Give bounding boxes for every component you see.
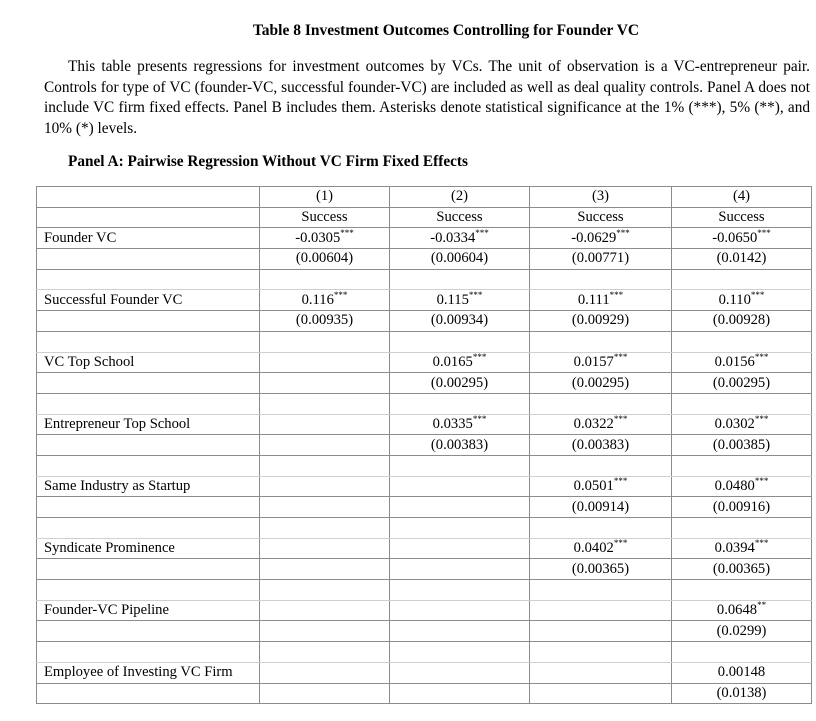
coef-cell bbox=[672, 662, 812, 683]
se-cell bbox=[260, 559, 390, 580]
spacer-cell bbox=[390, 518, 530, 539]
se-label-blank bbox=[37, 559, 260, 580]
row-label bbox=[37, 600, 260, 621]
se-label-blank bbox=[37, 311, 260, 332]
standard-error: (0.00295) bbox=[571, 374, 630, 391]
coef-cell bbox=[260, 538, 390, 559]
se-cell bbox=[390, 559, 530, 580]
standard-error: (0.00365) bbox=[571, 560, 630, 577]
coefficient: 0.0648 bbox=[716, 602, 758, 619]
coef-row bbox=[37, 414, 812, 435]
spacer-row bbox=[37, 518, 812, 539]
spacer-row bbox=[37, 642, 812, 663]
significance-stars: *** bbox=[609, 289, 624, 300]
header-blank bbox=[37, 207, 260, 228]
spacer-cell bbox=[672, 455, 812, 476]
coef-cell bbox=[530, 414, 672, 435]
coef-cell bbox=[260, 228, 390, 249]
se-label-blank bbox=[37, 497, 260, 518]
se-cell bbox=[530, 373, 672, 394]
spacer-cell bbox=[37, 455, 260, 476]
variable-name: VC Top School bbox=[44, 353, 135, 370]
coef-cell bbox=[390, 228, 530, 249]
coef-cell bbox=[530, 600, 672, 621]
coef-cell bbox=[530, 228, 672, 249]
se-row bbox=[37, 311, 812, 332]
standard-error: (0.00295) bbox=[712, 374, 771, 391]
coef-cell bbox=[530, 476, 672, 497]
significance-stars: *** bbox=[757, 227, 771, 238]
coef-cell bbox=[530, 352, 672, 373]
column-depvar-row bbox=[37, 207, 812, 228]
spacer-cell bbox=[37, 642, 260, 663]
variable-name: Syndicate Prominence bbox=[44, 540, 175, 557]
table-description: This table presents regressions for investment outcomes by VCs. The unit of observation is a VC-entrepreneur pair. Controls for type of VC (founder-VC, successful founder-VC) are included as well as deal quality controls. Panel A does not include VC firm fixed effects. Panel B includes them. Asterisks denote statistical significance at the 1% (***), 5% (**), and 10% (*) levels. bbox=[44, 58, 810, 137]
spacer-cell bbox=[37, 580, 260, 601]
significance-stars: *** bbox=[750, 289, 765, 300]
row-label bbox=[37, 228, 260, 249]
significance-stars: *** bbox=[754, 352, 769, 362]
spacer-cell bbox=[37, 393, 260, 414]
spacer-cell bbox=[260, 331, 390, 352]
row-label bbox=[37, 476, 260, 497]
spacer-cell bbox=[260, 393, 390, 414]
standard-error: (0.00604) bbox=[430, 250, 489, 267]
spacer-cell bbox=[672, 642, 812, 663]
coefficient: 0.0501 bbox=[573, 477, 614, 494]
coefficient: 0.0165 bbox=[432, 353, 473, 370]
coef-cell bbox=[530, 290, 672, 311]
coef-cell bbox=[672, 476, 812, 497]
column-number: (3) bbox=[591, 188, 610, 205]
column-number-cell bbox=[672, 187, 812, 208]
coef-cell bbox=[390, 414, 530, 435]
se-cell bbox=[672, 559, 812, 580]
coef-row bbox=[37, 538, 812, 559]
coef-cell bbox=[260, 476, 390, 497]
coef-cell bbox=[390, 352, 530, 373]
standard-error: (0.00928) bbox=[712, 312, 771, 329]
spacer-cell bbox=[390, 580, 530, 601]
coefficient: 0.110 bbox=[718, 291, 751, 308]
column-depvar: Success bbox=[577, 209, 624, 226]
se-cell bbox=[260, 621, 390, 642]
significance-stars: *** bbox=[613, 414, 628, 424]
standard-error: (0.00383) bbox=[571, 436, 630, 453]
standard-error: (0.00934) bbox=[430, 312, 489, 329]
coef-row bbox=[37, 352, 812, 373]
column-number: (4) bbox=[732, 188, 751, 205]
spacer-cell bbox=[260, 642, 390, 663]
se-cell bbox=[260, 497, 390, 518]
coef-cell bbox=[390, 290, 530, 311]
se-cell bbox=[390, 497, 530, 518]
regression-table-body bbox=[37, 187, 812, 704]
column-number-cell bbox=[260, 187, 390, 208]
se-cell bbox=[390, 249, 530, 270]
coef-cell bbox=[390, 662, 530, 683]
spacer-cell bbox=[530, 580, 672, 601]
column-number-row bbox=[37, 187, 812, 208]
spacer-cell bbox=[390, 269, 530, 290]
se-cell bbox=[260, 435, 390, 456]
spacer-cell bbox=[530, 269, 672, 290]
se-cell bbox=[390, 311, 530, 332]
column-depvar: Success bbox=[301, 209, 348, 226]
column-number: (1) bbox=[315, 188, 334, 205]
se-cell bbox=[530, 435, 672, 456]
spacer-cell bbox=[530, 393, 672, 414]
se-cell bbox=[390, 435, 530, 456]
coef-cell bbox=[260, 600, 390, 621]
spacer-row bbox=[37, 580, 812, 601]
spacer-cell bbox=[390, 455, 530, 476]
coef-cell bbox=[672, 228, 812, 249]
se-label-blank bbox=[37, 621, 260, 642]
column-depvar: Success bbox=[718, 209, 765, 226]
significance-stars: *** bbox=[475, 227, 489, 238]
coef-row bbox=[37, 662, 812, 683]
spacer-cell bbox=[390, 393, 530, 414]
significance-stars: *** bbox=[754, 476, 769, 486]
coef-row bbox=[37, 290, 812, 311]
variable-name: Employee of Investing VC Firm bbox=[44, 664, 233, 681]
coefficient: 0.0335 bbox=[432, 415, 473, 432]
significance-stars: *** bbox=[468, 289, 483, 300]
spacer-cell bbox=[672, 331, 812, 352]
coefficient: 0.111 bbox=[577, 291, 610, 308]
se-cell bbox=[260, 373, 390, 394]
coefficient: 0.0156 bbox=[714, 353, 755, 370]
se-cell bbox=[672, 373, 812, 394]
column-depvar-cell bbox=[530, 207, 672, 228]
spacer-row bbox=[37, 393, 812, 414]
coefficient: -0.0650 bbox=[712, 229, 758, 246]
coefficient: 0.0480 bbox=[714, 477, 755, 494]
se-row bbox=[37, 683, 812, 704]
significance-stars: *** bbox=[613, 538, 628, 549]
coef-cell bbox=[672, 290, 812, 311]
spacer-row bbox=[37, 331, 812, 352]
standard-error: (0.00916) bbox=[712, 498, 771, 515]
se-cell bbox=[530, 683, 672, 704]
coefficient: 0.0394 bbox=[714, 540, 755, 557]
se-cell bbox=[672, 311, 812, 332]
coefficient: 0.0322 bbox=[573, 415, 614, 432]
standard-error: (0.00771) bbox=[571, 250, 630, 267]
standard-error: (0.00365) bbox=[712, 560, 771, 577]
coef-cell bbox=[530, 662, 672, 683]
spacer-cell bbox=[260, 518, 390, 539]
spacer-cell bbox=[390, 642, 530, 663]
se-row bbox=[37, 559, 812, 580]
column-number-cell bbox=[390, 187, 530, 208]
se-cell bbox=[530, 249, 672, 270]
coefficient: 0.00148 bbox=[717, 664, 766, 681]
significance-stars: *** bbox=[472, 352, 487, 362]
column-depvar-cell bbox=[672, 207, 812, 228]
coefficient: 0.116 bbox=[301, 291, 334, 308]
se-label-blank bbox=[37, 373, 260, 394]
coefficient: 0.115 bbox=[436, 291, 469, 308]
coefficient: -0.0305 bbox=[295, 229, 341, 246]
se-row bbox=[37, 435, 812, 456]
se-cell bbox=[260, 683, 390, 704]
significance-stars: *** bbox=[613, 476, 628, 486]
coef-cell bbox=[672, 538, 812, 559]
column-depvar-cell bbox=[260, 207, 390, 228]
significance-stars: *** bbox=[472, 414, 487, 424]
coefficient: 0.0402 bbox=[573, 540, 614, 557]
coef-cell bbox=[672, 414, 812, 435]
se-row bbox=[37, 249, 812, 270]
coef-cell bbox=[530, 538, 672, 559]
se-cell bbox=[390, 373, 530, 394]
row-label bbox=[37, 662, 260, 683]
se-cell bbox=[530, 311, 672, 332]
se-cell bbox=[672, 435, 812, 456]
coef-cell bbox=[672, 352, 812, 373]
significance-stars: *** bbox=[616, 227, 630, 238]
header-blank bbox=[37, 187, 260, 208]
significance-stars: ** bbox=[757, 600, 767, 611]
se-cell bbox=[260, 311, 390, 332]
spacer-row bbox=[37, 269, 812, 290]
significance-stars: *** bbox=[613, 352, 628, 362]
coef-cell bbox=[390, 600, 530, 621]
significance-stars: *** bbox=[754, 414, 769, 424]
spacer-cell bbox=[530, 331, 672, 352]
spacer-cell bbox=[260, 580, 390, 601]
se-cell bbox=[672, 249, 812, 270]
coef-row bbox=[37, 476, 812, 497]
table-title: Table 8 Investment Outcomes Controlling for Founder VC bbox=[252, 22, 640, 39]
spacer-cell bbox=[672, 393, 812, 414]
spacer-cell bbox=[37, 518, 260, 539]
standard-error: (0.00383) bbox=[430, 436, 489, 453]
coef-cell bbox=[390, 538, 530, 559]
variable-name: Successful Founder VC bbox=[44, 291, 183, 308]
se-row bbox=[37, 497, 812, 518]
regression-table bbox=[36, 186, 812, 704]
spacer-cell bbox=[530, 642, 672, 663]
spacer-cell bbox=[672, 269, 812, 290]
spacer-cell bbox=[260, 269, 390, 290]
se-cell bbox=[260, 249, 390, 270]
coef-cell bbox=[390, 476, 530, 497]
se-label-blank bbox=[37, 435, 260, 456]
significance-stars: *** bbox=[340, 227, 354, 238]
standard-error: (0.00295) bbox=[430, 374, 489, 391]
se-label-blank bbox=[37, 249, 260, 270]
spacer-row bbox=[37, 455, 812, 476]
coefficient: -0.0334 bbox=[430, 229, 476, 246]
significance-stars: *** bbox=[333, 289, 348, 300]
standard-error: (0.0299) bbox=[716, 622, 767, 639]
variable-name: Entrepreneur Top School bbox=[44, 415, 191, 432]
coef-cell bbox=[260, 414, 390, 435]
se-row bbox=[37, 621, 812, 642]
column-number-cell bbox=[530, 187, 672, 208]
column-depvar-cell bbox=[390, 207, 530, 228]
spacer-cell bbox=[37, 331, 260, 352]
coef-cell bbox=[672, 600, 812, 621]
se-cell bbox=[672, 497, 812, 518]
coef-row bbox=[37, 600, 812, 621]
se-cell bbox=[390, 683, 530, 704]
se-cell bbox=[530, 559, 672, 580]
coef-cell bbox=[260, 352, 390, 373]
standard-error: (0.00935) bbox=[295, 312, 354, 329]
se-label-blank bbox=[37, 683, 260, 704]
se-cell bbox=[530, 497, 672, 518]
coefficient: -0.0629 bbox=[571, 229, 617, 246]
spacer-cell bbox=[37, 269, 260, 290]
row-label bbox=[37, 538, 260, 559]
row-label bbox=[37, 414, 260, 435]
column-number: (2) bbox=[450, 188, 469, 205]
standard-error: (0.00385) bbox=[712, 436, 771, 453]
row-label bbox=[37, 290, 260, 311]
se-cell bbox=[672, 683, 812, 704]
standard-error: (0.00914) bbox=[571, 498, 630, 515]
spacer-cell bbox=[530, 455, 672, 476]
spacer-cell bbox=[672, 518, 812, 539]
panel-title: Panel A: Pairwise Regression Without VC Firm Fixed Effects bbox=[68, 153, 468, 170]
spacer-cell bbox=[390, 331, 530, 352]
se-cell bbox=[390, 621, 530, 642]
variable-name: Same Industry as Startup bbox=[44, 477, 191, 494]
standard-error: (0.00604) bbox=[295, 250, 354, 267]
se-cell bbox=[530, 621, 672, 642]
coefficient: 0.0302 bbox=[714, 415, 755, 432]
coef-row bbox=[37, 228, 812, 249]
standard-error: (0.0142) bbox=[716, 250, 767, 267]
standard-error: (0.0138) bbox=[716, 684, 767, 701]
variable-name: Founder-VC Pipeline bbox=[44, 602, 169, 619]
spacer-cell bbox=[672, 580, 812, 601]
se-cell bbox=[672, 621, 812, 642]
column-depvar: Success bbox=[436, 209, 483, 226]
standard-error: (0.00929) bbox=[571, 312, 630, 329]
significance-stars: *** bbox=[754, 538, 769, 549]
variable-name: Founder VC bbox=[44, 229, 117, 246]
coef-cell bbox=[260, 290, 390, 311]
spacer-cell bbox=[260, 455, 390, 476]
spacer-cell bbox=[530, 518, 672, 539]
row-label bbox=[37, 352, 260, 373]
coef-cell bbox=[260, 662, 390, 683]
se-row bbox=[37, 373, 812, 394]
coefficient: 0.0157 bbox=[573, 353, 614, 370]
